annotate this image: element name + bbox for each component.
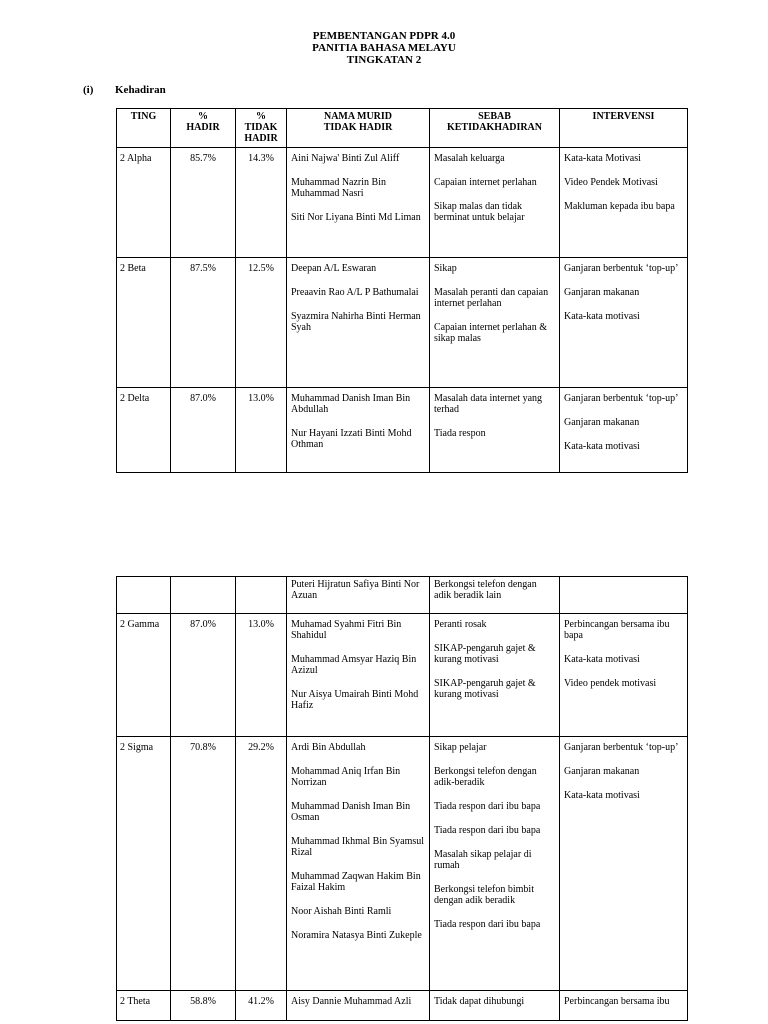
student-name: Nur Aisya Umairah Binti Mohd Hafiz [291,689,419,711]
sebab-cell [430,258,560,388]
intervention: Kata-kata motivasi [564,311,640,322]
absence-reason: Peranti rosak [434,619,487,630]
intervention: Kata-kata Motivasi [564,153,641,164]
intervention: Perbincangan bersama ibu bapa [564,619,670,641]
absence-reason: Berkongsi telefon dengan adik-beradik [434,766,537,788]
ting-cell: 2 Theta [117,991,171,1021]
intervention: Video pendek motivasi [564,678,657,689]
table-row [117,577,688,614]
student-name: Muhammad Danish Iman Bin Osman [291,801,411,823]
nama-cell [287,737,430,991]
hadir-cell: 87.0% [171,614,236,737]
tidak-hadir-cell [236,577,287,614]
absence-reason: Masalah sikap pelajar di rumah [434,849,532,871]
intervensi-cell [560,737,688,991]
header-line: % [256,111,266,122]
student-name: Noramira Natasya Binti Zukeple [291,930,422,941]
column-header-hadir [171,109,236,148]
nama-cell [287,388,430,473]
column-header-intervensi [560,109,688,148]
student-name: Muhammad Nazrin Bin Muhammad Nasri [291,177,386,199]
tidak-hadir-cell: 12.5% [236,258,287,388]
header-line: NAMA MURID [323,111,393,122]
section-number: (i) [83,84,94,96]
intervensi-cell [560,258,688,388]
absence-reason: Masalah keluarga [434,153,505,164]
student-name: Ardi Bin Abdullah [291,742,366,753]
student-name: Puteri Hijratun Safiya Binti Nor Azuan [291,579,420,601]
sebab-cell [430,148,560,258]
student-name: Siti Nor Liyana Binti Md Liman [291,212,421,223]
absence-reason: SIKAP-pengaruh gajet & kurang motivasi [434,678,536,700]
absence-reason: Berkongsi telefon bimbit dengan adik beradik [434,884,534,906]
absence-reason: Tiada respon dari ibu bapa [434,825,541,836]
student-name: Nur Hayani Izzati Binti Mohd Othman [291,428,412,450]
hadir-cell: 87.0% [171,388,236,473]
table-row [117,148,688,258]
absence-reason: SIKAP-pengaruh gajet & kurang motivasi [434,643,536,665]
table-row [117,614,688,737]
intervensi-cell [560,148,688,258]
intervention: Makluman kepada ibu bapa [564,201,675,212]
header-title: PEMBENTANGAN PDPR 4.0 [312,30,456,42]
sebab-cell [430,388,560,473]
intervention: Ganjaran makanan [564,766,640,777]
table-row [117,737,688,991]
table-row [117,388,688,473]
header-line: KETIDAKHADIRAN [446,122,542,133]
intervention: Ganjaran berbentuk ‘top-up’ [564,263,679,274]
student-name: Muhammad Amsyar Haziq Bin Azizul [291,654,417,676]
nama-cell [287,258,430,388]
column-header-ting [117,109,171,148]
ting-cell: 2 Sigma [117,737,171,991]
student-name: Aini Najwa' Binti Zul Aliff [291,153,400,164]
header-line: INTERVENSI [592,111,655,122]
header-line: % [198,111,208,122]
sebab-cell [430,614,560,737]
section-heading [83,84,166,97]
header-level: TINGKATAN 2 [346,54,422,66]
header-line: SEBAB [478,111,511,122]
attendance-table-1 [116,108,688,473]
table-row [117,991,688,1021]
table-header-row [117,109,688,148]
intervensi-cell [560,388,688,473]
student-name: Deepan A/L Eswaran [291,263,377,274]
student-name: Muhammad Danish Iman Bin Abdullah [291,393,411,415]
absence-reason: Capaian internet perlahan & sikap malas [434,322,548,344]
header-line: HADIR [186,122,220,133]
intervensi-cell [560,614,688,737]
absence-reason: Berkongsi telefon dengan adik beradik lain [434,579,537,601]
nama-cell [287,577,430,614]
hadir-cell: 58.8% [171,991,236,1021]
student-name: Preaavin Rao A/L P Bathumalai [291,287,419,298]
absence-reason: Tiada respon dari ibu bapa [434,919,541,930]
nama-cell [287,991,430,1021]
intervention: Ganjaran berbentuk ‘top-up’ [564,742,679,753]
ting-cell [117,577,171,614]
absence-reason: Sikap malas dan tidak berminat untuk belajar [434,201,525,223]
intervention: Ganjaran berbentuk ‘top-up’ [564,393,679,404]
header-subtitle: PANITIA BAHASA MELAYU [312,42,456,54]
student-name: Muhamad Syahmi Fitri Bin Shahidul [291,619,402,641]
tidak-hadir-cell: 13.0% [236,614,287,737]
sebab-cell [430,737,560,991]
student-name: Muhammad Zaqwan Hakim Bin Faizal Hakim [291,871,421,893]
hadir-cell: 87.5% [171,258,236,388]
absence-reason: Capaian internet perlahan [434,177,537,188]
hadir-cell: 85.7% [171,148,236,258]
sebab-cell [430,991,560,1021]
intervention: Kata-kata motivasi [564,441,640,452]
intervention: Kata-kata motivasi [564,654,640,665]
table-row [117,258,688,388]
student-name: Muhammad Ikhmal Bin Syamsul Rizal [291,836,425,858]
nama-cell [287,614,430,737]
tidak-hadir-cell: 14.3% [236,148,287,258]
attendance-table-2 [116,576,688,1021]
absence-reason: Tiada respon [434,428,486,439]
tidak-hadir-cell: 13.0% [236,388,287,473]
header-line: TIDAK [244,122,278,133]
intervensi-cell [560,991,688,1021]
ting-cell: 2 Delta [117,388,171,473]
student-name: Mohammad Aniq Irfan Bin Norrizan [291,766,401,788]
tidak-hadir-cell: 41.2% [236,991,287,1021]
column-header-sebab [430,109,560,148]
absence-reason: Tidak dapat dihubungi [434,996,525,1007]
intervention: Ganjaran makanan [564,417,640,428]
intervention: Video Pendek Motivasi [564,177,658,188]
absence-reason: Masalah peranti dan capaian internet perlahan [434,287,549,309]
intervention: Ganjaran makanan [564,287,640,298]
student-name: Aisy Dannie Muhammad Azli [291,996,412,1007]
student-name: Noor Aishah Binti Ramli [291,906,392,917]
ting-cell: 2 Gamma [117,614,171,737]
absence-reason: Sikap [434,263,457,274]
absence-reason: Tiada respon dari ibu bapa [434,801,541,812]
header-line: TIDAK HADIR [323,122,393,133]
hadir-cell [171,577,236,614]
nama-cell [287,148,430,258]
student-name: Syazmira Nahirha Binti Herman Syah [291,311,421,333]
document-header [0,30,768,66]
intervensi-cell [560,577,688,614]
intervention: Kata-kata motivasi [564,790,640,801]
absence-reason: Masalah data internet yang terhad [434,393,543,415]
ting-cell: 2 Beta [117,258,171,388]
header-line: HADIR [244,133,278,144]
tidak-hadir-cell: 29.2% [236,737,287,991]
absence-reason: Sikap pelajar [434,742,487,753]
intervention: Perbincangan bersama ibu [564,996,670,1007]
sebab-cell [430,577,560,614]
column-header-tidak-hadir [236,109,287,148]
ting-cell: 2 Alpha [117,148,171,258]
hadir-cell: 70.8% [171,737,236,991]
header-line: TING [130,111,157,122]
section-title: Kehadiran [115,84,166,96]
column-header-nama [287,109,430,148]
